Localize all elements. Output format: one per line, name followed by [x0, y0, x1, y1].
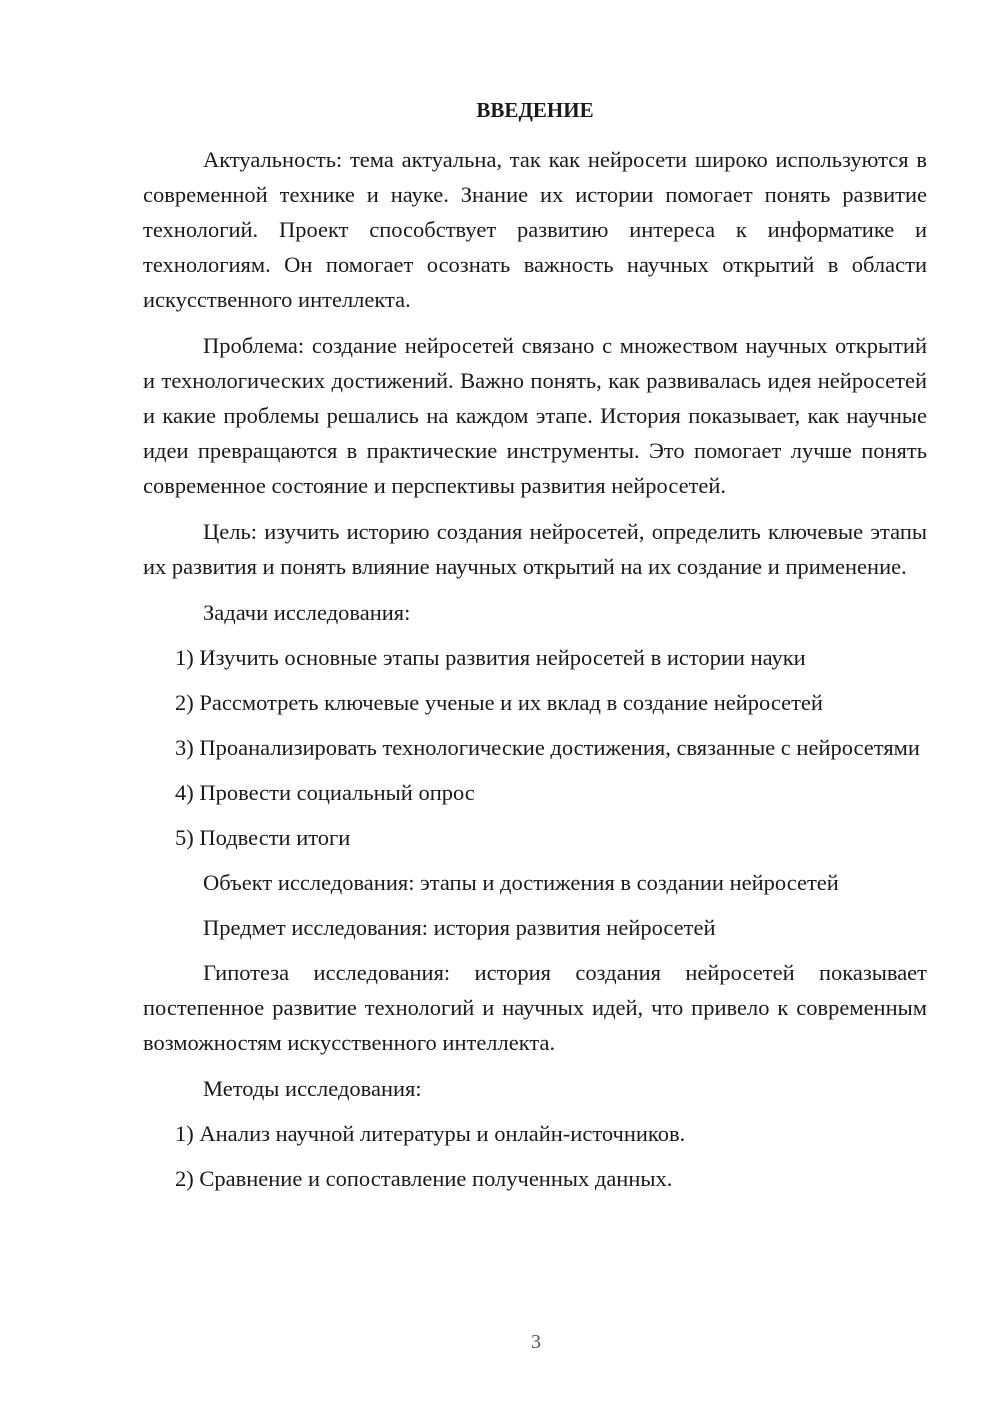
goal-paragraph: Цель: изучить историю создания нейросетей, определить ключевые этапы их развития и понять влияние научных открытий на их создание и применение.: [143, 519, 927, 579]
task-item-2: 2) Рассмотреть ключевые ученые и их вклад в создание нейросетей: [175, 690, 823, 715]
research-object: Объект исследования: этапы и достижения в создании нейросетей: [203, 870, 839, 895]
task-item-1: 1) Изучить основные этапы развития нейросетей в истории науки: [175, 645, 806, 670]
method-item-1: 1) Анализ научной литературы и онлайн-источников.: [175, 1121, 686, 1146]
research-subject: Предмет исследования: история развития нейросетей: [203, 915, 716, 940]
section-heading: ВВЕДЕНИЕ: [476, 98, 594, 122]
hypothesis-paragraph: Гипотеза исследования: история создания нейросетей показывает постепенное развитие технологий и научных идей, что привело к современным возможностям искусственного интеллекта.: [143, 960, 927, 1055]
task-item-3: 3) Проанализировать технологические достижения, связанные с нейросетями: [175, 735, 920, 760]
tasks-title: Задачи исследования:: [203, 600, 411, 625]
page-number: 3: [531, 1331, 541, 1353]
methods-title: Методы исследования:: [203, 1076, 422, 1101]
document-page: [143, 88, 927, 1206]
relevance-paragraph: Актуальность: тема актуальна, так как нейросети широко используются в современной технике и науке. Знание их истории помогает понять развитие технологий. Проект способствует развитию интереса к информатике и технологиям. Он помогает осознать важность научных открытий в области искусственного интеллекта.: [143, 147, 927, 312]
method-item-2: 2) Сравнение и сопоставление полученных данных.: [175, 1166, 673, 1191]
problem-paragraph: Проблема: создание нейросетей связано с множеством научных открытий и технологических достижений. Важно понять, как развивалась идея нейросетей и какие проблемы решались на каждом этапе. История показывает, как научные идеи превращаются в практические инструменты. Это помогает лучше понять современное состояние и перспективы развития нейросетей.: [143, 333, 927, 498]
task-item-4: 4) Провести социальный опрос: [175, 780, 475, 805]
task-item-5: 5) Подвести итоги: [175, 825, 351, 850]
